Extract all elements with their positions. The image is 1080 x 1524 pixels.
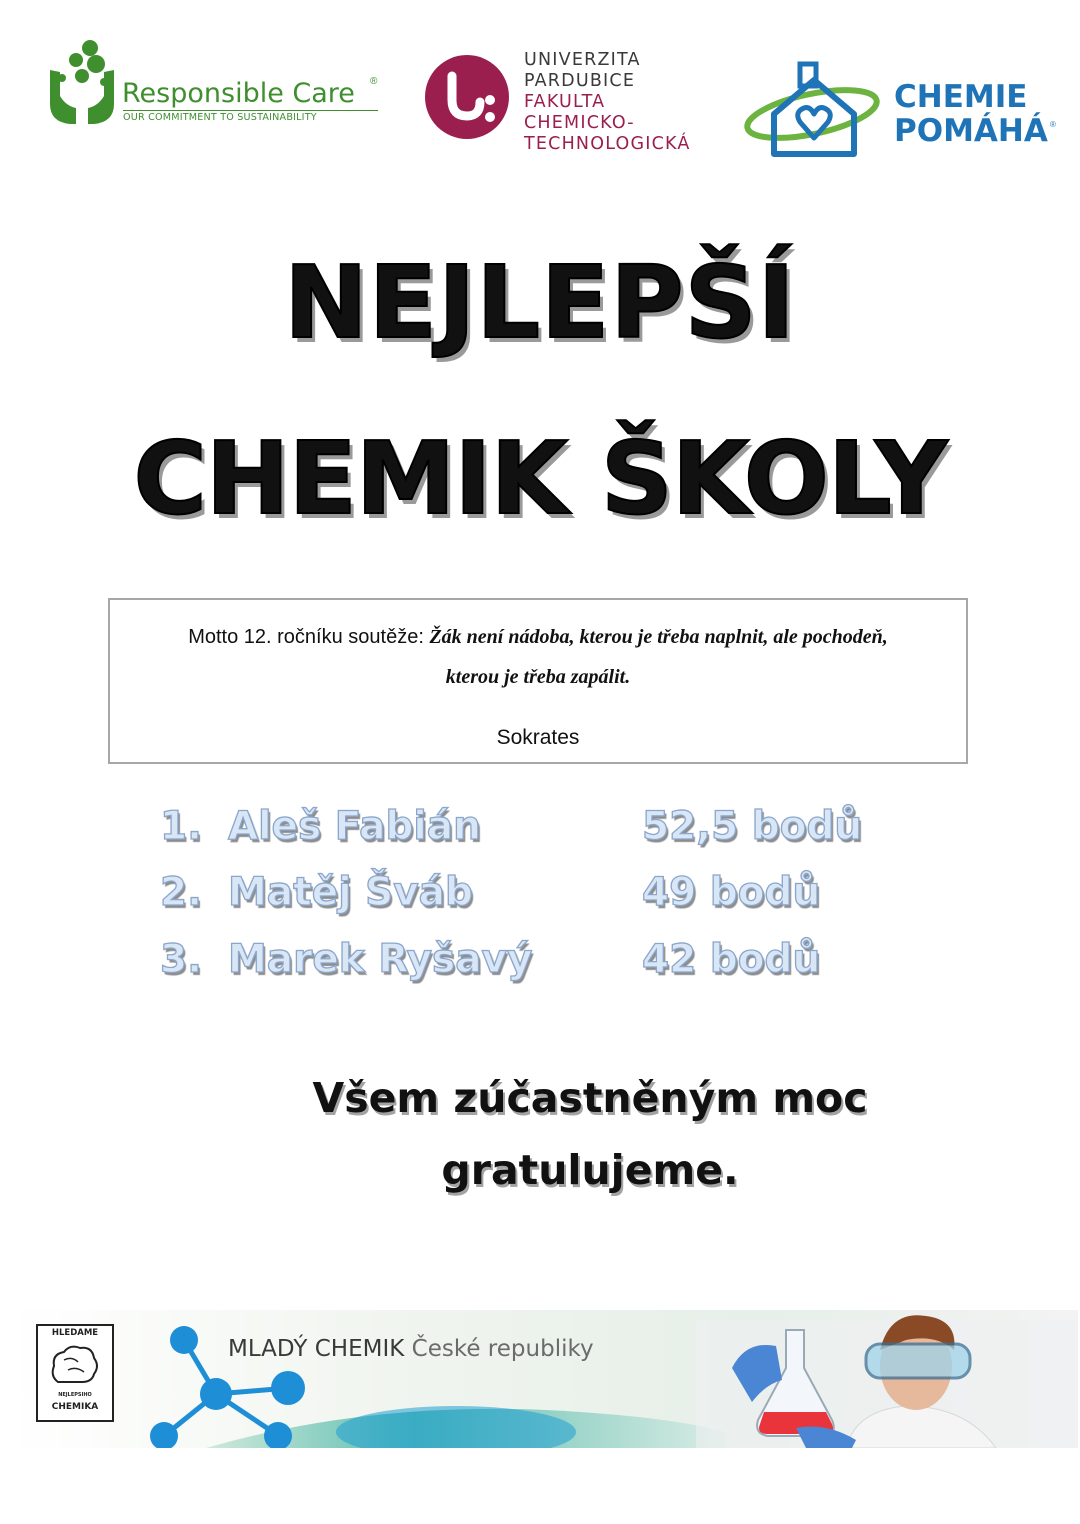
result-points: 52,5 bodů <box>642 804 863 849</box>
divider <box>123 110 378 111</box>
chemie-pomaha-logo <box>744 58 1064 158</box>
result-name: Aleš Fabián <box>228 804 481 849</box>
headline-line2: CHEMIK ŠKOLY <box>133 420 947 537</box>
banner-background <box>6 1310 1078 1448</box>
badge-bottom-text: CHEMIKA <box>51 1402 99 1412</box>
upce-line: CHEMICKO- <box>524 113 635 133</box>
upce-line: UNIVERZITA <box>524 50 641 70</box>
motto-label: Motto 12. ročníku soutěže: <box>188 626 430 648</box>
scientist-illustration <box>696 1315 1078 1448</box>
result-name: Matěj Šváb <box>228 870 473 915</box>
house-heart-icon <box>744 58 884 158</box>
congratulation-line2: gratulujeme. <box>441 1146 739 1194</box>
registered-mark: ® <box>370 76 378 87</box>
result-rank: 2. <box>160 870 202 915</box>
badge-top-text: HLEDAME <box>51 1328 99 1338</box>
result-points: 49 bodů <box>642 870 821 915</box>
responsible-care-subtitle: OUR COMMITMENT TO SUSTAINABILITY <box>123 112 317 123</box>
mlady-chemik-banner <box>6 1310 1078 1448</box>
headline-line1: NEJLEPŠÍ <box>284 244 796 361</box>
hledame-badge <box>36 1324 114 1422</box>
registered-mark: ® <box>1050 120 1056 129</box>
banner-title <box>228 1336 594 1362</box>
motto-quote-part2: kterou je třeba zapálit. <box>445 666 631 688</box>
banner-title-main: MLADÝ CHEMIK <box>228 1336 405 1362</box>
chemie-pomaha-line2: POMÁHÁ <box>894 113 1048 149</box>
result-rank: 3. <box>160 937 202 982</box>
chemie-pomaha-line1: CHEMIE <box>894 79 1028 115</box>
upce-logo <box>424 48 714 158</box>
result-name: Marek Ryšavý <box>228 937 533 982</box>
result-points: 42 bodů <box>642 937 821 982</box>
motto-box <box>108 598 968 764</box>
motto-quote-part1: Žák není nádoba, kterou je třeba naplnit, ale pochodeň, <box>429 626 888 648</box>
banner-title-sub: České republiky <box>411 1336 594 1362</box>
motto-author: Sokrates <box>496 726 580 749</box>
responsible-care-logo <box>48 38 388 130</box>
hands-molecule-icon <box>48 38 118 128</box>
result-rank: 1. <box>160 804 202 849</box>
congratulation-line1: Všem zúčastněným moc <box>312 1074 868 1122</box>
upce-line: FAKULTA <box>524 92 606 112</box>
upce-emblem-icon <box>424 54 514 144</box>
responsible-care-title: Responsible Care <box>122 78 355 109</box>
motto-line1 <box>110 626 966 649</box>
upce-line: PARDUBICE <box>524 71 636 91</box>
badge-mid-text: NEJLEPSIHO <box>58 1392 92 1398</box>
brain-flask-icon <box>48 1342 102 1390</box>
upce-line: TECHNOLOGICKÁ <box>524 134 691 154</box>
